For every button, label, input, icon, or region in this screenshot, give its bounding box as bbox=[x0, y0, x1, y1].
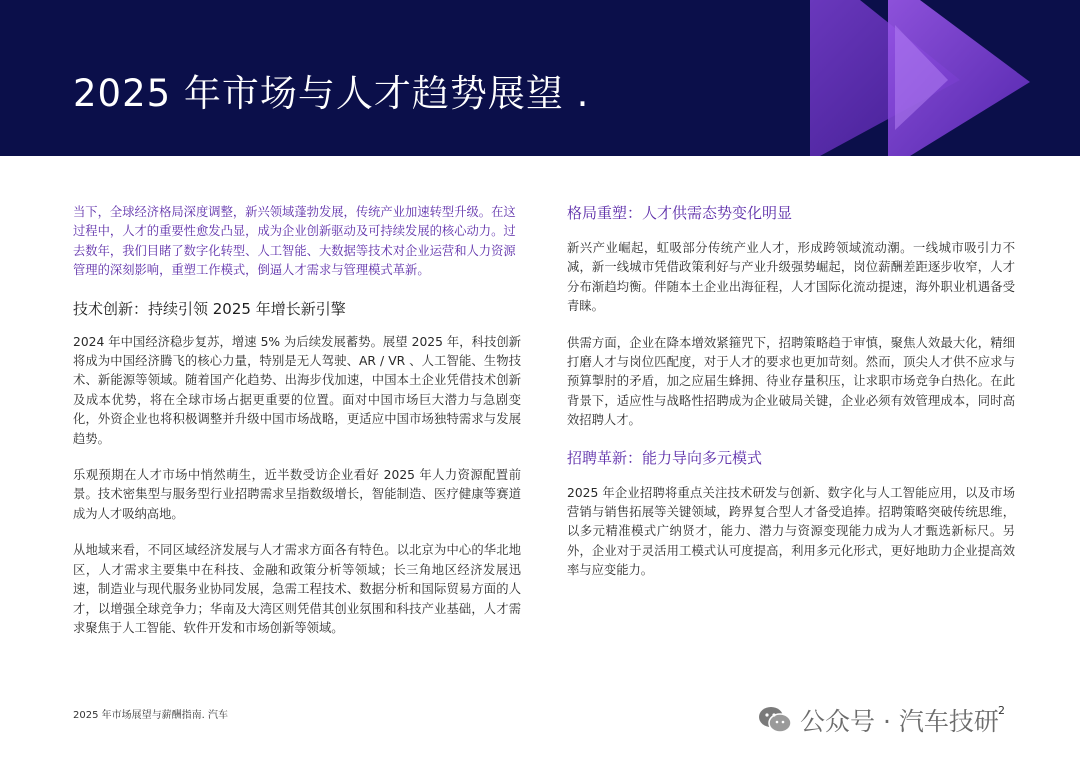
section-heading-recruitment: 招聘革新：能力导向多元模式 bbox=[567, 448, 763, 467]
section-heading-tech-innovation: 技术创新：持续引领 2025 年增长新引擎 bbox=[73, 299, 346, 318]
body-paragraph: 乐观预期在人才市场中悄然萌生，近半数受访企业看好 2025 年人力资源配置前景。技术密集型与服务型行业招聘需求呈指数级增长，智能制造、医疗健康等赛道成为人才吸纳高地。 bbox=[73, 468, 521, 521]
wechat-icon bbox=[758, 705, 792, 735]
footer-report-name: 2025 年市场展望与薪酬指南. 汽车 bbox=[73, 710, 228, 721]
intro-paragraph: 当下，全球经济格局深度调整，新兴领域蓬勃发展，传统产业加速转型升级。在这过程中，人才的重要性愈发凸显，成为企业创新驱动及可持续发展的核心动力。过去数年，我们目睹了数字化转型、人工智能、大数据等技术对企业运营和人力资源管理的深刻影响，重塑工作模式，倒逼人才需求与管理模式革新。 bbox=[73, 205, 516, 278]
page-title: 2025 年市场与人才趋势展望 . bbox=[73, 72, 590, 115]
body-paragraph: 2024 年中国经济稳步复苏，增速 5% 为后续发展蓄势。展望 2025 年，科技创新将成为中国经济腾飞的核心力量，特别是无人驾驶、AR / VR 、人工智能、生物技术、新能源等领域。随着国产化趋势、出海步伐加速，中国本土企业凭借技术创新及成本优势，将在全球市场占据更重要的位置。面对中国市场巨大潜力与急剧变化，外资企业也将积极调整并升级中国市场战略，更适应中国市场独特需求与发展趋势。 bbox=[73, 334, 521, 446]
play-arrows-decoration-icon bbox=[780, 0, 1080, 156]
body-paragraph: 供需方面，企业在降本增效紧箍咒下，招聘策略趋于审慎，聚焦人效最大化，精细打磨人才与岗位匹配度，对于人才的要求也更加苛刻。然而，顶尖人才供不应求与预算掣肘的矛盾，加之应届生蜂拥、待业存量积压，让求职市场竞争白热化。在此背景下，适应性与战略性招聘成为企业破局关键，企业必须有效管理成本，同时高效招聘人才。 bbox=[567, 335, 1015, 428]
right-column bbox=[567, 203, 1015, 598]
watermark-text: 公众号 · 汽车技研 bbox=[800, 707, 999, 736]
body-paragraph: 新兴产业崛起，虹吸部分传统产业人才，形成跨领域流动潮。一线城市吸引力不减，新一线城市凭借政策利好与产业升级强势崛起，岗位薪酬差距逐步收窄，人才分布渐趋均衡。伴随本土企业出海征程，人才国际化流动提速，海外职业机遇备受青睐。 bbox=[567, 241, 1015, 314]
left-column bbox=[73, 203, 521, 655]
page-number: 2 bbox=[998, 704, 1005, 717]
watermark bbox=[758, 700, 999, 740]
body-paragraph: 从地域来看，不同区域经济发展与人才需求方面各有特色。以北京为中心的华北地区，人才需求主要集中在科技、金融和政策分析等领域；长三角地区经济发展迅速，制造业与现代服务业协同发展，急需工程技术、数据分析和国际贸易方面的人才，以增强全球竞争力；华南及大湾区则凭借其创业氛围和科技产业基础，人才需求聚焦于人工智能、软件开发和市场创新等领域。 bbox=[73, 543, 521, 635]
header-banner bbox=[0, 0, 1080, 156]
body-paragraph: 2025 年企业招聘将重点关注技术研发与创新、数字化与人工智能应用，以及市场营销与销售拓展等关键领域，跨界复合型人才备受追捧。招聘策略突破传统思维，以多元精准模式广纳贤才，能力、潜力与资源变现能力成为人才甄选新标尺。另外，企业对于灵活用工模式认可度提高，利用多元化形式，更好地助力企业提高效率与应变能力。 bbox=[567, 485, 1015, 578]
section-heading-landscape: 格局重塑：人才供需态势变化明显 bbox=[567, 204, 793, 222]
